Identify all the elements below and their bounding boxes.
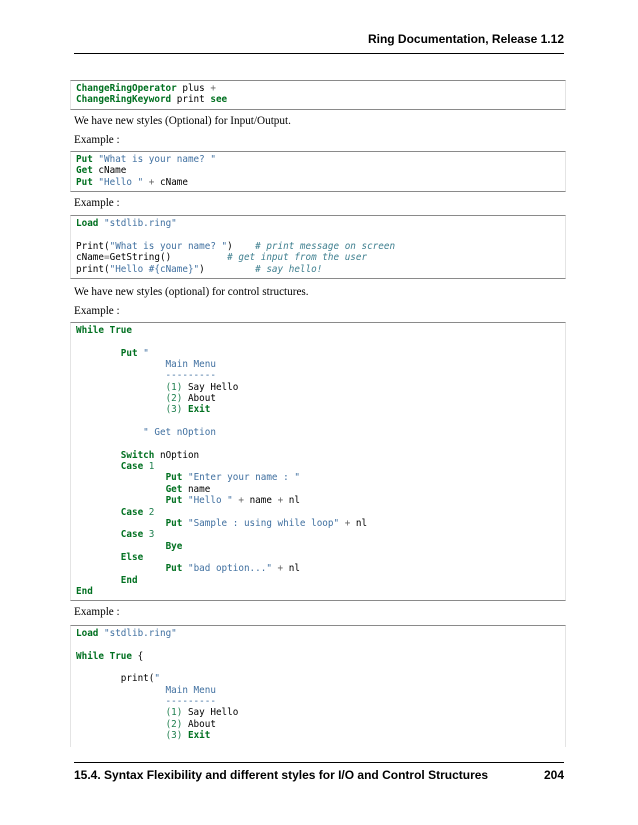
code-line [76, 563, 300, 574]
code-token [76, 484, 166, 495]
code-token [76, 730, 166, 741]
code-token: see [210, 94, 228, 106]
code-token [76, 707, 166, 718]
code-line [76, 83, 216, 94]
code-line [76, 177, 188, 188]
code-token [76, 719, 166, 730]
footer-divider [74, 762, 564, 763]
code-token: nOption [154, 449, 200, 461]
code-line [76, 370, 216, 381]
code-line [76, 529, 154, 540]
paragraph-example-label: Example : [74, 134, 120, 146]
code-token: End [76, 585, 93, 597]
code-line [76, 495, 300, 506]
paragraph-control-styles: We have new styles (optional) for control structures. [74, 286, 309, 298]
code-token [76, 507, 121, 518]
code-line [76, 325, 132, 336]
code-token: = [104, 252, 110, 264]
code-token [76, 348, 121, 359]
code-token: Load [76, 218, 99, 229]
code-token: print( [76, 673, 155, 685]
code-text [76, 83, 565, 106]
code-line [76, 685, 216, 696]
code-text [76, 154, 565, 188]
code-token: ChangeRingKeyword [76, 94, 172, 106]
code-token: "stdlib.ring" [104, 628, 177, 639]
code-token: (2) [165, 393, 183, 405]
paragraph-example-label: Example : [74, 305, 120, 317]
code-token: "What is your name? " [109, 240, 228, 252]
code-token: Case [120, 461, 144, 473]
code-token: plus [176, 83, 211, 94]
code-token: Exit [187, 404, 211, 416]
code-token: ) [199, 263, 256, 275]
code-token: + [277, 495, 284, 507]
code-token: While [76, 325, 104, 336]
code-line [76, 218, 177, 229]
code-line [76, 628, 177, 639]
code-token: + [238, 495, 244, 507]
code-token: (3) [165, 404, 183, 416]
code-token [76, 529, 121, 540]
code-line [76, 264, 322, 275]
code-token: # get input from the user [227, 252, 368, 264]
code-line [76, 94, 227, 105]
code-token [76, 450, 121, 461]
code-line [76, 393, 216, 404]
code-line [76, 359, 216, 370]
code-token: name [182, 483, 211, 495]
code-token: { [132, 650, 144, 662]
code-token: nl [283, 495, 300, 507]
code-line [76, 730, 210, 741]
code-line [76, 518, 367, 529]
code-token: + [210, 83, 216, 94]
code-token [76, 404, 166, 415]
code-token [76, 472, 166, 483]
code-token: name [243, 495, 278, 507]
code-token: Switch [120, 449, 155, 461]
code-line [76, 552, 143, 563]
code-token: (2) [165, 718, 183, 730]
code-token: ChangeRingOperator [76, 83, 177, 94]
code-token [76, 495, 166, 506]
code-token: Bye [165, 540, 183, 552]
code-token [76, 518, 166, 529]
paragraph-example-label: Example : [74, 606, 120, 618]
code-token: "Hello " [187, 495, 233, 507]
code-block-change-keywords [70, 80, 566, 110]
code-token: print( [76, 263, 110, 275]
paragraph-example-label: Example : [74, 197, 120, 209]
code-line [76, 427, 216, 438]
code-line [76, 673, 160, 684]
code-text [76, 218, 565, 275]
code-token [76, 461, 121, 472]
code-token: About [182, 718, 216, 730]
code-token [76, 575, 121, 586]
code-token: Put [165, 563, 183, 575]
code-token: Case [120, 506, 144, 518]
code-line [76, 348, 149, 359]
code-token: # say hello! [255, 263, 323, 275]
code-token: Get [165, 483, 183, 495]
code-line [76, 241, 395, 252]
code-token: Put [165, 472, 183, 484]
code-token: " [143, 347, 149, 359]
code-token: Put [76, 176, 93, 188]
code-token: "Hello " [98, 176, 144, 188]
code-token: 2 [148, 506, 155, 518]
code-token: "bad option..." [187, 563, 272, 575]
code-text [76, 628, 565, 741]
code-token: (3) [165, 730, 183, 742]
code-token: " [154, 673, 160, 685]
code-token: nl [350, 517, 368, 529]
code-token: "What is your name? " [98, 154, 216, 165]
paragraph-io-styles: We have new styles (Optional) for Input/Output. [74, 115, 291, 127]
code-token: While [76, 650, 104, 662]
code-token: # print message on screen [255, 240, 396, 252]
code-line [76, 484, 210, 495]
code-line [76, 450, 199, 461]
code-token: GetString() [109, 252, 228, 264]
code-token: nl [283, 563, 300, 575]
code-line [76, 696, 216, 707]
header-divider [74, 53, 564, 54]
code-token: Say Hello [182, 707, 239, 719]
code-block-put-get [70, 151, 566, 192]
code-token: --------- [76, 370, 216, 382]
code-token [76, 393, 166, 404]
code-token: 1 [148, 461, 155, 473]
code-token [76, 563, 166, 574]
code-block-while-braces [70, 625, 566, 747]
code-token: 3 [148, 529, 155, 541]
code-line [76, 252, 367, 263]
code-token: Print( [76, 240, 110, 252]
code-line [76, 507, 154, 518]
code-token: Put [165, 517, 183, 529]
code-token: print [171, 94, 211, 106]
footer-section-title: 15.4. Syntax Flexibility and different styles for I/O and Control Structures [74, 768, 489, 782]
code-line [76, 541, 182, 552]
code-block-while-switch [70, 322, 566, 601]
code-line [76, 165, 126, 176]
code-token: (1) [165, 381, 183, 393]
code-token: "Sample : using while loop" [187, 517, 340, 529]
code-token: Put [76, 154, 93, 165]
code-token [76, 541, 166, 552]
code-token: End [120, 574, 138, 586]
code-token: cName [76, 252, 104, 264]
code-token: Put [165, 495, 183, 507]
code-line [76, 154, 216, 165]
code-line [76, 404, 210, 415]
code-token: "stdlib.ring" [104, 218, 177, 229]
code-line [76, 651, 143, 662]
code-token: Case [120, 529, 144, 541]
code-token: + [344, 517, 351, 529]
code-token: Else [120, 551, 144, 563]
code-line [76, 382, 238, 393]
code-line [76, 719, 216, 730]
code-token: "Hello #{cName}" [109, 263, 200, 275]
code-token: (1) [165, 707, 183, 719]
code-token: Put [120, 347, 138, 359]
code-token [76, 552, 121, 563]
code-line [76, 586, 93, 597]
code-token: ) [227, 240, 256, 252]
code-line [76, 472, 300, 483]
code-line [76, 575, 138, 586]
code-token: "Enter your name : " [187, 472, 300, 484]
code-token: True [109, 325, 132, 336]
code-token: cName [154, 176, 188, 188]
code-token: + [148, 176, 155, 188]
code-token: Main Menu [76, 359, 216, 371]
footer-page-number: 204 [543, 768, 564, 782]
code-token: --------- [76, 696, 216, 708]
code-token: Main Menu [76, 684, 216, 696]
code-token: Say Hello [182, 381, 239, 393]
page-header-title: Ring Documentation, Release 1.12 [367, 32, 564, 46]
code-token: " Get nOption [76, 427, 216, 439]
code-token: Exit [187, 730, 211, 742]
code-token: Load [76, 628, 99, 639]
code-token: About [182, 393, 216, 405]
code-text [76, 325, 565, 597]
code-line [76, 461, 154, 472]
code-token: + [277, 563, 284, 575]
code-token [76, 382, 166, 393]
code-token: cName [92, 165, 127, 177]
code-token: True [109, 650, 132, 662]
code-line [76, 707, 238, 718]
code-token: Get [76, 165, 93, 177]
code-block-print-getstring [70, 215, 566, 279]
